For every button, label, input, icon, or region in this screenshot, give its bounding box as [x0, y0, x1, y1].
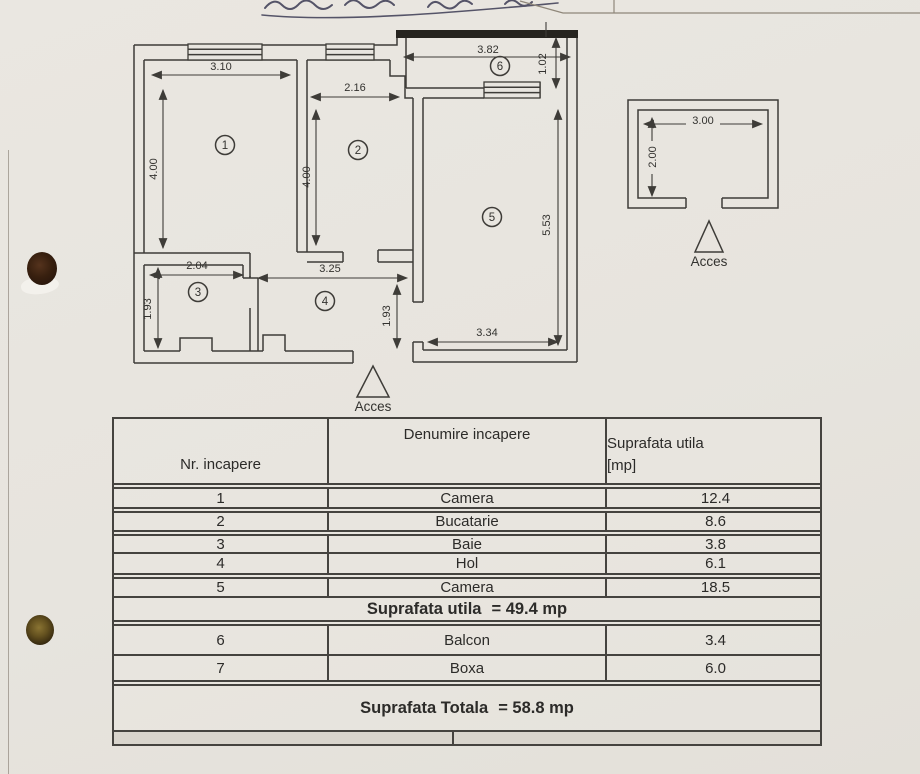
- cell-area: 6.0: [605, 656, 824, 680]
- room-number: 1: [221, 140, 229, 152]
- dim-room2-width: 2.16: [344, 82, 366, 94]
- access-triangle-icon: [695, 221, 723, 252]
- table-row: [114, 620, 820, 654]
- cell-area: 12.4: [605, 489, 824, 507]
- subtotal-value: = 49.4 mp: [491, 599, 568, 618]
- total-row: [114, 680, 820, 730]
- cell-nr: 4: [216, 555, 225, 572]
- punch-hole: [27, 252, 57, 285]
- next-table-partial-row: [114, 730, 820, 744]
- balcony-exterior-wall: [396, 30, 578, 38]
- total-label: Suprafata Totala: [360, 698, 489, 717]
- cell-nr: 2: [216, 513, 225, 530]
- handwriting-illegible: [262, 0, 558, 17]
- table-row: [114, 483, 820, 507]
- header-suprafata-line2: [mp]: [607, 456, 637, 474]
- cell-area: 8.6: [605, 513, 824, 530]
- cell-nr: 3: [216, 536, 225, 552]
- dim-balcony-width: 3.82: [477, 44, 499, 56]
- total-text: [114, 686, 820, 730]
- header-denumire-incapere: Denumire incapere: [327, 419, 605, 483]
- table-row: [114, 530, 820, 552]
- access-label: Acces: [354, 399, 392, 414]
- dimension-lines: [142, 22, 570, 348]
- total-value: = 58.8 mp: [498, 698, 574, 717]
- scan-crease-lines: [520, 0, 920, 13]
- dim-boxa-height: 2.00: [647, 146, 659, 168]
- room-number-badges: [189, 57, 510, 311]
- cell-name: Camera: [327, 579, 605, 596]
- access-marker-boxa: [691, 221, 728, 269]
- room-number: 6: [496, 61, 504, 73]
- dim-room1-height: 4.00: [148, 158, 160, 180]
- dim-hall-height: 1.93: [381, 305, 393, 327]
- punch-hole: [26, 615, 54, 645]
- window-icon: [484, 82, 540, 98]
- boxa-outline: [628, 100, 778, 208]
- access-label: Acces: [690, 254, 728, 269]
- header-suprafata-utila: [605, 419, 824, 483]
- cell-nr: 5: [216, 579, 225, 596]
- dim-room3-width: 2.04: [186, 260, 208, 272]
- dim-hall-width: 3.25: [319, 263, 341, 275]
- room-number: 4: [321, 296, 329, 308]
- table-row: [114, 654, 820, 680]
- table-row: [114, 507, 820, 530]
- subtotal-row: [114, 596, 820, 620]
- cell-name: Boxa: [327, 656, 605, 680]
- dim-room5-height: 5.53: [541, 214, 553, 236]
- access-marker-main: [355, 366, 392, 414]
- cell-nr: 7: [216, 659, 225, 677]
- dim-room5-width: 3.34: [476, 327, 498, 339]
- access-triangle-icon: [357, 366, 389, 397]
- cell-area: 3.4: [605, 626, 824, 654]
- window-icon: [326, 44, 374, 60]
- main-apartment-outline: [134, 30, 578, 363]
- table-header-row: [114, 419, 820, 483]
- table-row: [114, 573, 820, 596]
- dim-balcony-height: 1.02: [537, 53, 549, 75]
- cell-name: Hol: [327, 554, 605, 573]
- room-number: 3: [194, 287, 202, 299]
- room-number: 5: [488, 212, 496, 224]
- dim-room1-width: 3.10: [210, 61, 232, 73]
- dim-room2-height: 4.00: [301, 166, 313, 188]
- header-suprafata-line1: Suprafata utila: [607, 434, 704, 452]
- area-table: [112, 417, 822, 746]
- cell-area: 18.5: [605, 579, 824, 596]
- cell-area: 6.1: [605, 554, 824, 573]
- subtotal-text: [114, 598, 820, 620]
- header-nr-incapere: Nr. incapere: [180, 456, 261, 473]
- cell-name: Balcon: [327, 626, 605, 654]
- cell-area: 3.8: [605, 536, 824, 552]
- room-number: 2: [354, 145, 362, 157]
- window-icon: [188, 44, 262, 60]
- subtotal-label: Suprafata utila: [366, 599, 482, 618]
- cell-nr: 6: [216, 631, 225, 649]
- table-row: [114, 552, 820, 573]
- cell-name: Baie: [327, 536, 605, 552]
- cell-name: Bucatarie: [327, 513, 605, 530]
- cell-nr: 1: [216, 489, 225, 507]
- dim-room3-height: 1.93: [142, 298, 154, 320]
- dim-boxa-width: 3.00: [692, 115, 714, 127]
- cell-name: Camera: [327, 489, 605, 507]
